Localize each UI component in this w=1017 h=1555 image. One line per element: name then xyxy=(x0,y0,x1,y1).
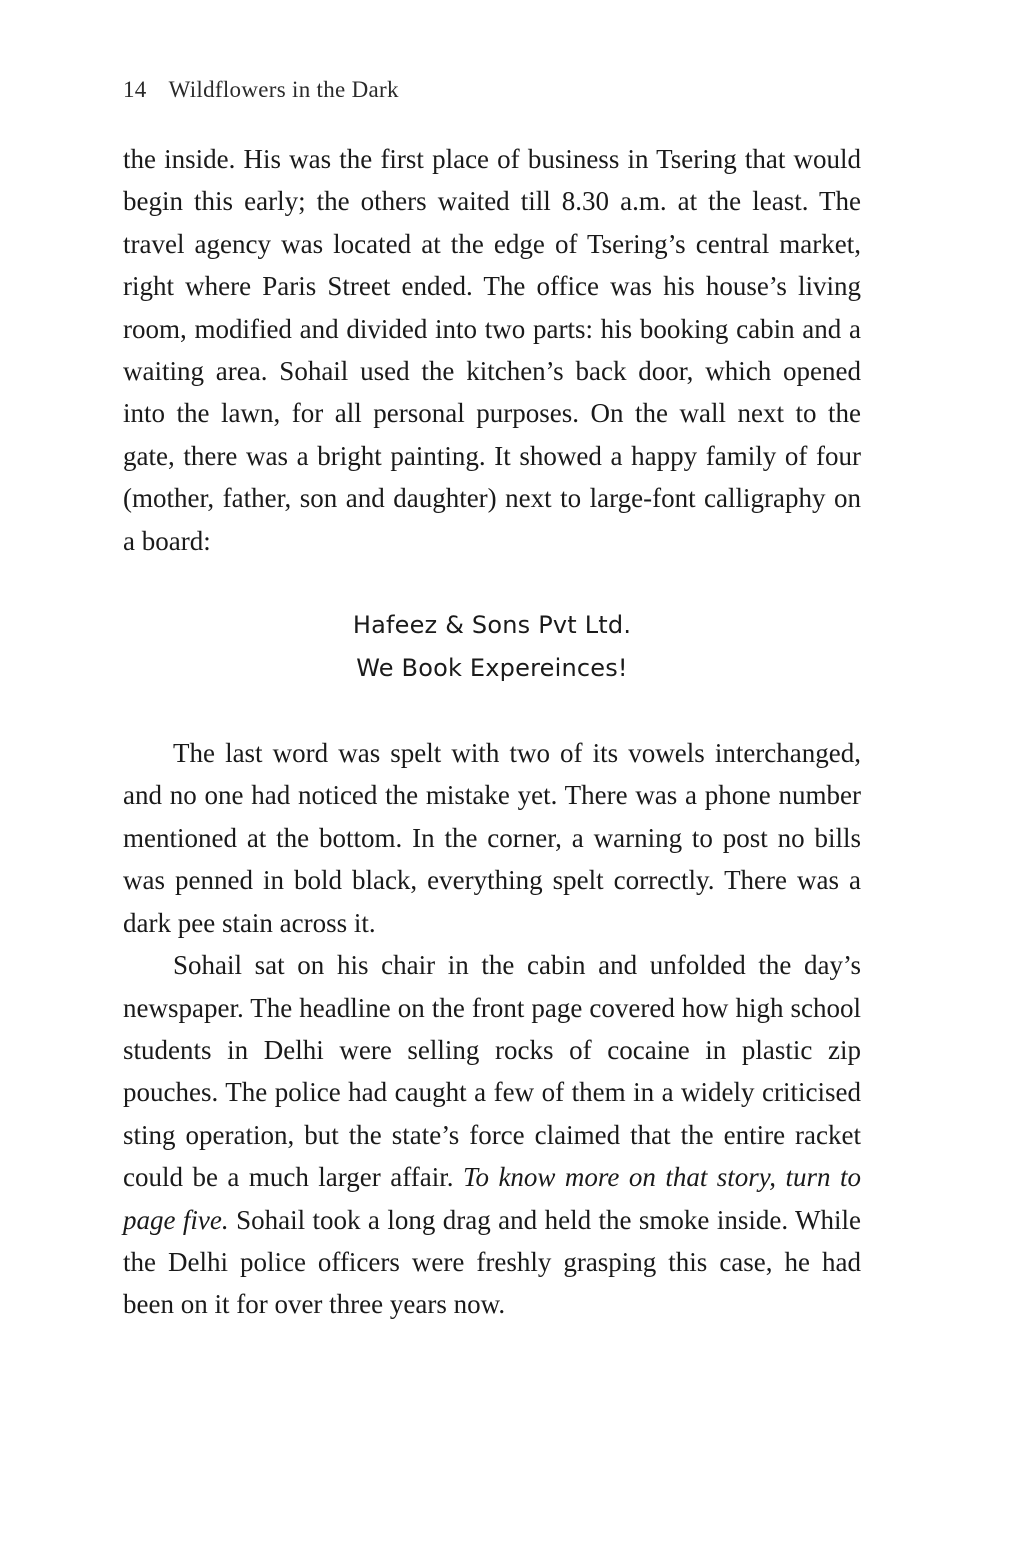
body-text xyxy=(123,138,861,1326)
sign-line-company: Hafeez & Sons Pvt Ltd. xyxy=(352,611,632,640)
paragraph-2: The last word was spelt with two of its vowels interchanged, and no one had noticed the mistake yet. There was a phone number mentioned at the bottom. In the corner, a warning to post no bills was penned in bold black, everything spelt correctly. There was a dark pee stain across it. xyxy=(123,738,861,938)
paragraph-1: the inside. His was the first place of business in Tsering that would begin this early; the others waited till 8.30 a.m. at the least. The travel agency was located at the edge of Tsering’s central market, right where Paris Street ended. The office was his house’s living room, modified and divided into two parts: his booking cabin and a waiting area. Sohail used the kitchen’s back door, which opened into the lawn, for all personal purposes. On the wall next to the gate, there was a bright painting. It showed a happy family of four (mother, father, son and daughter) next to large-font calligraphy on a board: xyxy=(123,144,861,556)
page-number: 14 xyxy=(123,77,147,102)
book-title: Wildflowers in the Dark xyxy=(168,77,399,102)
sign-line-slogan: We Book Expereinces! xyxy=(356,654,628,683)
paragraph-3-text-start: Sohail sat on his chair in the cabin and unfolded the day’s newspaper. The headline on the front page covered how high school students in Delhi were selling rocks of cocaine in plastic zip pouches. The police had caught a few of them in a widely criticised sting operation, but the state’s force claimed that the entire racket could be a much larger affair. xyxy=(123,950,861,1193)
sign-text-block xyxy=(123,604,861,690)
paragraph-3-text-end: Sohail took a long drag and held the smoke inside. While the Delhi police officers were freshly grasping this case, he had been on it for over three years now. xyxy=(123,1204,861,1320)
paragraph-3 xyxy=(123,944,861,1326)
paragraph-3-italic-aside: To know more on that story, turn to page five. xyxy=(123,1162,862,1235)
book-page xyxy=(123,0,861,1555)
running-header xyxy=(123,77,399,103)
